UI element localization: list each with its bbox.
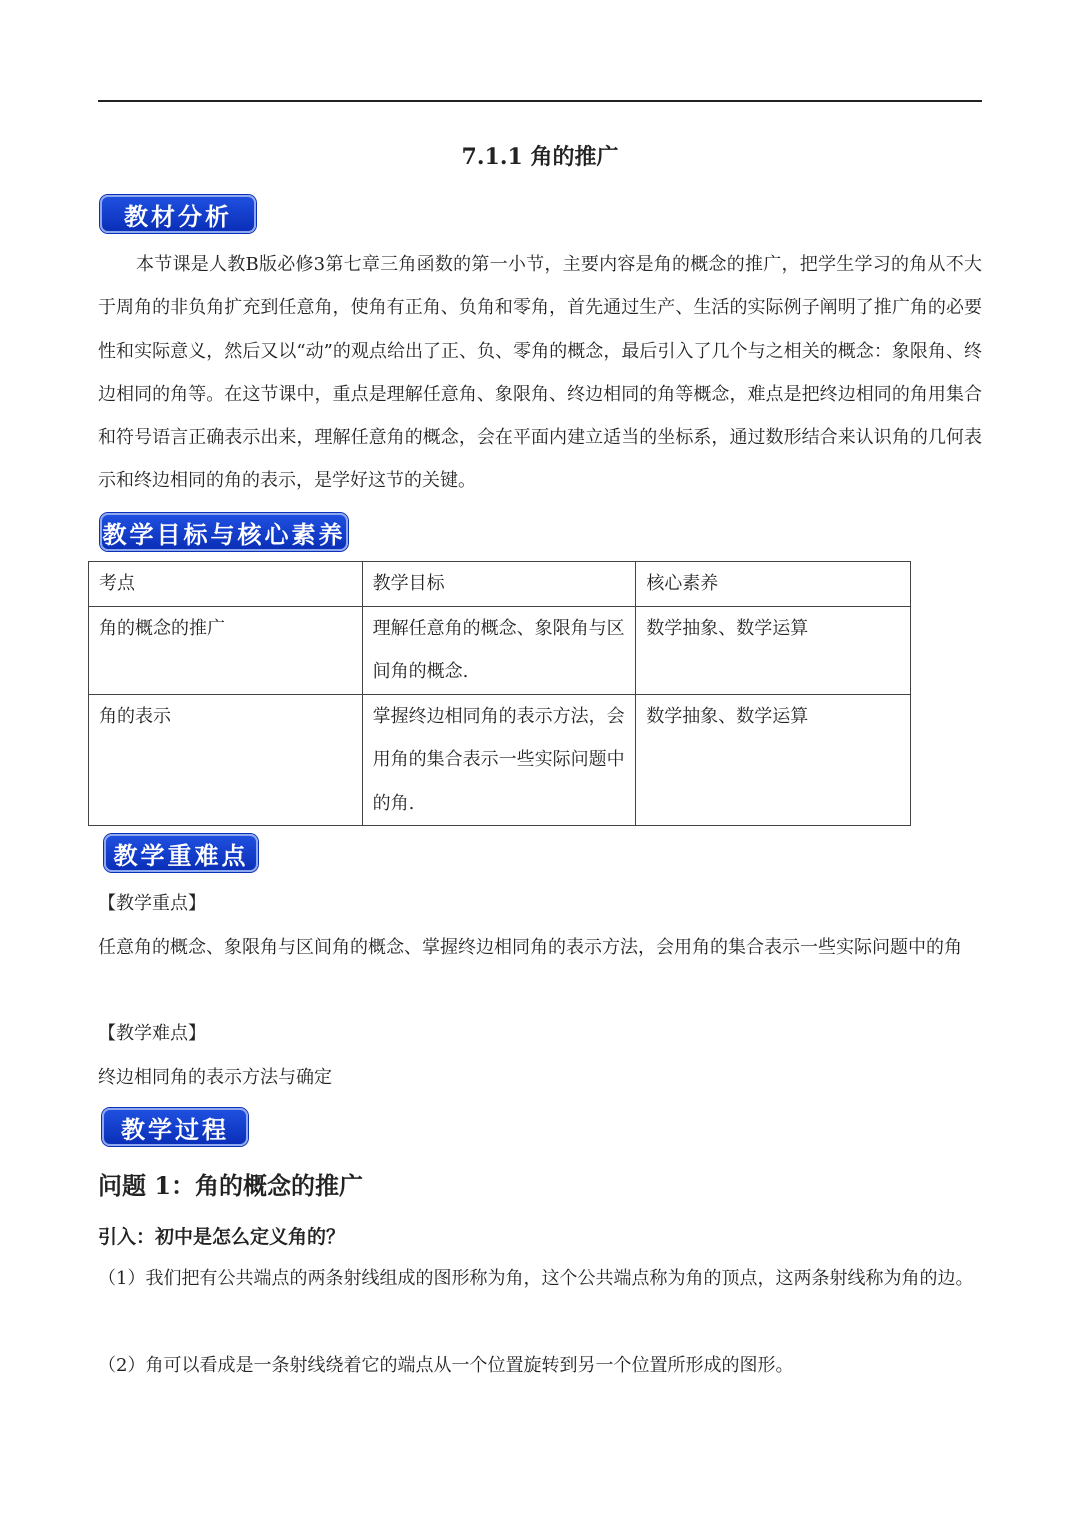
problem-intro: 引入：初中是怎么定义角的？: [98, 1226, 346, 1248]
table-row: [89, 606, 911, 694]
header-rule: [98, 100, 982, 102]
table-cell: 角的概念的推广: [89, 606, 363, 694]
difficulty-text: 终边相同角的表示方法与确定: [98, 1067, 332, 1088]
section-badge-analysis: 教材分析: [100, 195, 256, 233]
table-cell: 理解任意角的概念、象限角与区间角的概念.: [362, 606, 636, 694]
goals-table: [88, 561, 911, 826]
table-header-cell: 核心素养: [636, 562, 911, 607]
table-header-cell: 考点: [89, 562, 363, 607]
table-cell: 数学抽象、数学运算: [636, 694, 911, 826]
definition-1: （1）我们把有公共端点的两条射线组成的图形称为角，这个公共端点称为角的顶点，这两条射线称为角的边。: [98, 1268, 974, 1289]
difficulty-label: 【教学难点】: [98, 1023, 206, 1044]
focus-label: 【教学重点】: [98, 893, 206, 914]
definition-2: （2）角可以看成是一条射线绕着它的端点从一个位置旋转到另一个位置所形成的图形。: [98, 1355, 794, 1376]
page-title: 7.1.1 角的推广: [461, 144, 619, 170]
table-cell: 数学抽象、数学运算: [636, 606, 911, 694]
section-badge-key-points: 教学重难点: [104, 834, 258, 872]
section-badge-goals: 教学目标与核心素养: [100, 513, 348, 551]
section-badge-process: 教学过程: [102, 1108, 248, 1146]
analysis-paragraph: 本节课是人教B版必修3第七章三角函数的第一小节，主要内容是角的概念的推广，把学生学习的角从不大于周角的非负角扩充到任意角，使角有正角、负角和零角，首先通过生产、生活的实际例子阐明了推广角的必要性和实际意义，然后又以“动”的观点给出了正、负、零角的概念，最后引入了几个与之相关的概念：象限角、终边相同的角等。在这节课中，重点是理解任意角、象限角、终边相同的角等概念，难点是把终边相同的角用集合和符号语言正确表示出来，理解任意角的概念，会在平面内建立适当的坐标系，通过数形结合来认识角的几何表示和终边相同的角的表示，是学好这节的关键。: [98, 254, 982, 492]
table-cell: 角的表示: [89, 694, 363, 826]
focus-text: 任意角的概念、象限角与区间角的概念、掌握终边相同角的表示方法，会用角的集合表示一些实际问题中的角: [98, 937, 962, 958]
table-header-row: [89, 562, 911, 607]
table-header-cell: 教学目标: [362, 562, 636, 607]
problem-heading: 问题 1：角的概念的推广: [98, 1171, 364, 1200]
table-row: [89, 694, 911, 826]
table-cell: 掌握终边相同角的表示方法，会用角的集合表示一些实际问题中的角.: [362, 694, 636, 826]
